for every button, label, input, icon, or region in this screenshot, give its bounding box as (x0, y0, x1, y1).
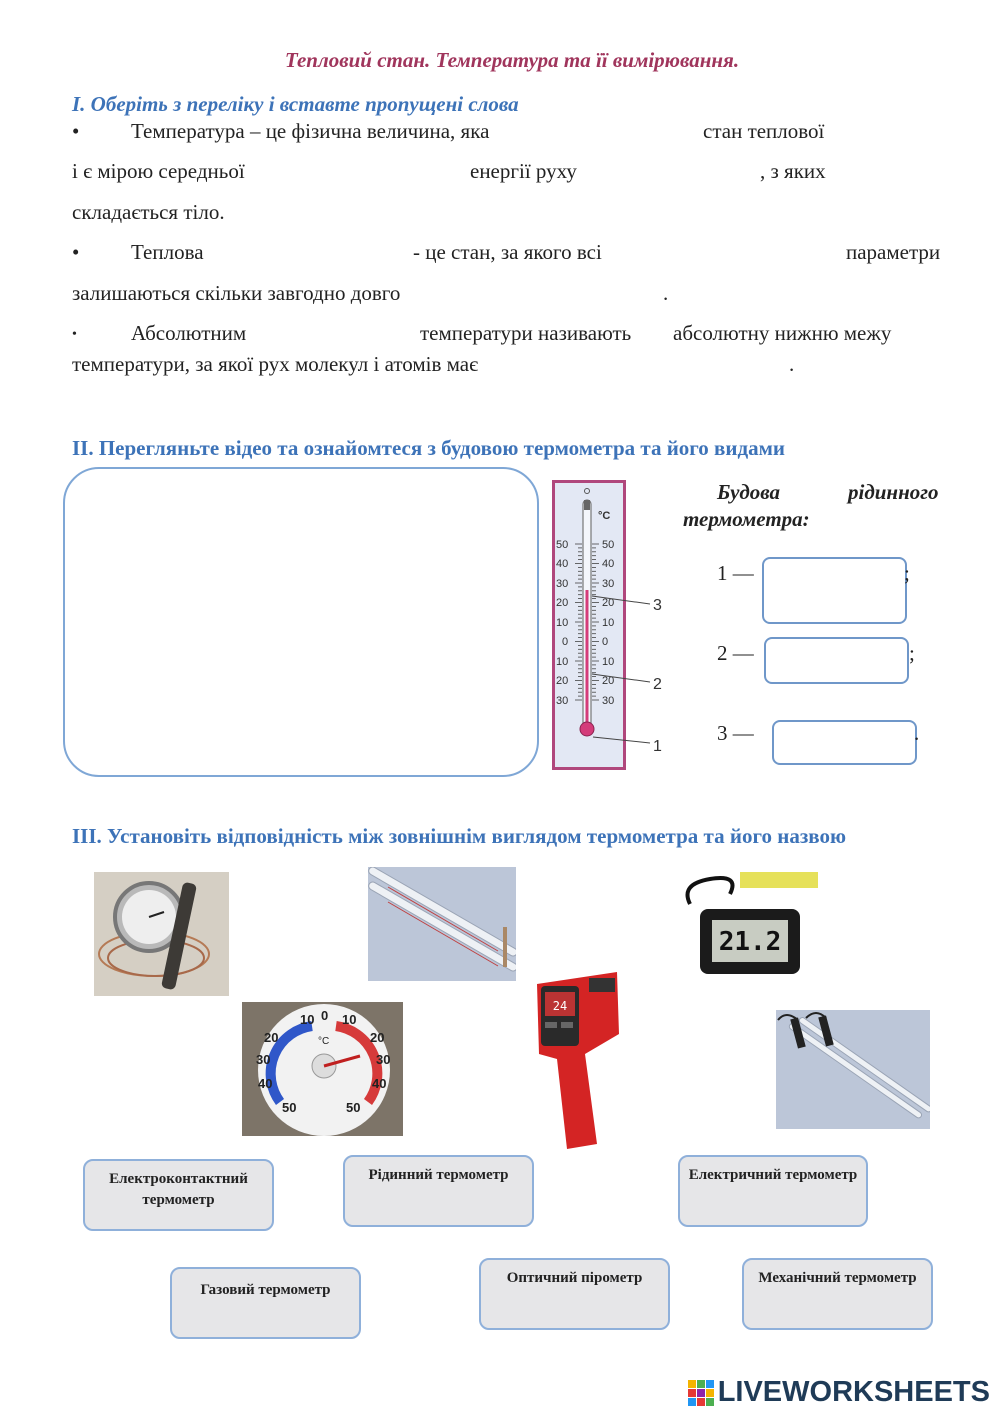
sentence-4-part-c: параметри (846, 240, 941, 264)
dial-number: 0 (321, 1008, 329, 1023)
dial-number: 30 (376, 1052, 391, 1067)
structure-title-word-3: термометра: (683, 507, 810, 531)
sentence-6-part-b: температури називають (420, 321, 632, 345)
dial-number: 40 (372, 1076, 387, 1091)
scale-label: 10 (556, 617, 569, 629)
sentence-1-part-b: стан теплової (703, 119, 825, 143)
scale-label: 20 (602, 675, 615, 687)
structure-answer-2[interactable] (764, 637, 909, 684)
section-3-heading: III. Установіть відповідність між зовнішнім виглядом термометра та його назвою (72, 824, 847, 848)
hanging-hole (585, 489, 590, 494)
sentence-2-part-b: енергії руху (470, 159, 577, 183)
sentence-7-part-b: . (789, 352, 795, 376)
scale-label: 10 (556, 656, 569, 668)
tube-top (584, 500, 590, 510)
label-electrocontact[interactable]: Електроконтактний термометр (83, 1159, 274, 1231)
sentence-5-part-a: залишаються скільки завгодно довго (72, 281, 401, 305)
scale-label: 40 (556, 558, 569, 570)
blank-input-4[interactable] (225, 241, 405, 265)
thermometer-diagram (546, 478, 671, 768)
digital-reading: 21.2 (718, 927, 782, 957)
sentence-6-part-c: абсолютну нижню межу (673, 321, 892, 345)
scale-label: 40 (602, 558, 615, 570)
sentence-2-part-a: і є мірою середньої (72, 159, 245, 183)
structure-item-1-punct: ; (904, 561, 910, 585)
callout-line-3 (592, 596, 650, 604)
photo-mechanical-thermometer[interactable] (242, 1002, 403, 1136)
sentence-3: складається тіло. (72, 200, 225, 224)
dial-number: 10 (300, 1012, 315, 1027)
callout-label-2: 2 (653, 676, 662, 693)
scale-label: 10 (602, 656, 615, 668)
label-optical[interactable]: Оптичний пірометр (479, 1258, 670, 1330)
scale-labels-right (602, 539, 614, 707)
callout-line-1 (593, 737, 650, 743)
dial-number: 10 (342, 1012, 357, 1027)
scale-label: 0 (602, 636, 609, 648)
scale-label: 30 (602, 695, 615, 707)
structure-item-2-number: 2 — (717, 641, 754, 665)
dial-number: 50 (346, 1100, 361, 1115)
scale-label: 30 (602, 578, 615, 590)
callout-label-1: 1 (653, 738, 662, 755)
structure-title-word-2: рідинного (848, 480, 939, 504)
structure-answer-1[interactable] (762, 557, 907, 624)
sentence-6-part-a: Абсолютним (131, 321, 247, 345)
callout-line-2 (592, 674, 650, 682)
section-2-heading: II. Перегляньте відео та ознайомтеся з будовою термометра та його видами (72, 436, 786, 460)
scale-labels-left (556, 539, 568, 707)
thermometer-unit: °C (598, 510, 611, 522)
video-player[interactable] (63, 467, 539, 777)
blank-input-1[interactable] (540, 120, 690, 144)
section-1-heading: I. Оберіть з переліку і вставте пропущені слова (72, 92, 519, 116)
label-mechanical[interactable]: Механічний термометр (742, 1258, 933, 1330)
structure-item-1-number: 1 — (717, 561, 754, 585)
photo-optical-pyrometer[interactable] (527, 964, 623, 1154)
structure-item-2-punct: ; (909, 641, 915, 665)
liquid-column (586, 590, 589, 726)
scale-label: 10 (602, 617, 615, 629)
photo-liquid-thermometers[interactable] (368, 867, 516, 981)
dial-number: 30 (256, 1052, 271, 1067)
blank-input-5[interactable] (650, 241, 835, 265)
blank-input-3[interactable] (600, 160, 750, 184)
logo-mark-icon (688, 1380, 714, 1406)
dial-number: 50 (282, 1100, 297, 1115)
label-liquid[interactable]: Рідинний термометр (343, 1155, 534, 1227)
dial-number: 40 (258, 1076, 273, 1091)
bullet: • (72, 240, 80, 264)
sentence-7-part-a: температури, за якої рух молекул і атомів має (72, 352, 479, 376)
scale-label: 50 (602, 539, 615, 551)
scale-label: 50 (556, 539, 569, 551)
sentence-5-part-b: . (663, 281, 669, 305)
sentence-1-part-a: Температура – це фізична величина, яка (131, 119, 490, 143)
scale-label: 20 (602, 597, 615, 609)
label-electric[interactable]: Електричний термометр (678, 1155, 868, 1227)
scale-label: 20 (556, 597, 569, 609)
logo-text: LIVEWORKSHEETS (717, 1376, 990, 1408)
structure-answer-3[interactable] (772, 720, 920, 765)
scale-label: 30 (556, 578, 569, 590)
callout-label-3: 3 (653, 597, 662, 614)
pyrometer-reading: 24 (552, 999, 568, 1013)
scale-label: 20 (556, 675, 569, 687)
liveworksheets-logo (688, 1376, 990, 1409)
dial-number: 20 (370, 1030, 385, 1045)
sentence-4-part-a: Теплова (131, 240, 204, 264)
structure-item-3-number: 3 — (717, 721, 754, 745)
bullet: • (72, 119, 80, 143)
sentence-4-part-b: - це стан, за якого всі (413, 240, 602, 264)
bullet-small: • (72, 327, 77, 342)
photo-electrocontact-thermometers[interactable] (776, 1010, 930, 1129)
structure-item-3-punct: . (914, 721, 920, 745)
sentence-2-part-c: , з яких (760, 159, 826, 183)
blank-input-8[interactable] (540, 353, 780, 377)
label-gas[interactable]: Газовий термометр (170, 1267, 361, 1339)
page-title: Тепловий стан. Температура та її вимірювання. (284, 48, 740, 72)
reservoir-bulb (580, 722, 594, 736)
scale-label: 30 (556, 695, 569, 707)
photo-electric-thermometer[interactable] (670, 864, 820, 989)
blank-input-2[interactable] (275, 160, 460, 184)
structure-title-word-1: Будова (717, 480, 780, 504)
scale-label: 0 (562, 636, 569, 648)
dial-unit: °C (318, 1036, 330, 1047)
blank-input-7[interactable] (270, 322, 410, 346)
photo-gas-thermometer[interactable] (94, 872, 229, 996)
dial-number: 20 (264, 1030, 279, 1045)
blank-input-6[interactable] (450, 282, 655, 306)
